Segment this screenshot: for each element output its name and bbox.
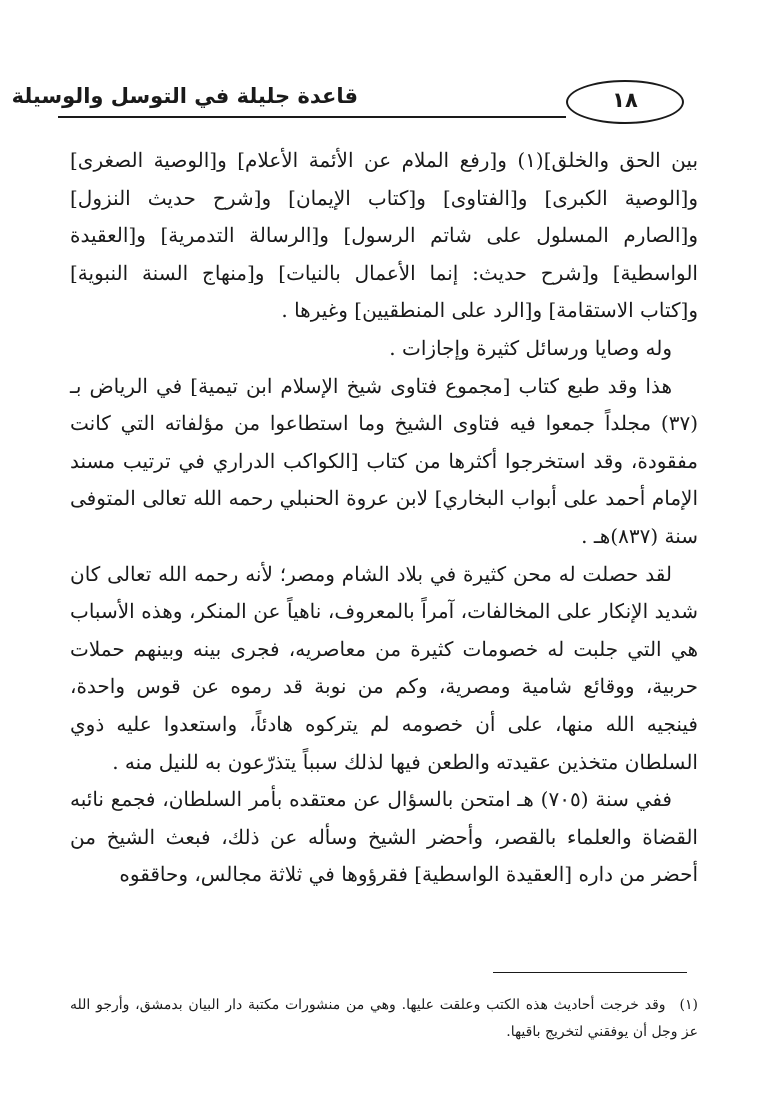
header-rule <box>58 116 566 118</box>
footnote-separator <box>493 972 687 973</box>
footnote-text: وقد خرجت أحاديث هذه الكتب وعلقت عليها. وهي من منشورات مكتبة دار البيان بدمشق، وأرجو الله عز وجل أن يوفقني لتخريج باقيها. <box>70 997 698 1040</box>
paragraph: لقد حصلت له محن كثيرة في بلاد الشام ومصر؛ لأنه رحمه الله تعالى كان شديد الإنكار على المخالفات، آمراً بالمعروف، ناهياً عن المنكر، وهذه الأسباب هي التي جلبت له خصومات كثيرة من معاصريه، فجرى بينه وبينهم حملات حربية، ووقائع شامية ومصرية، وكم من نوبة قد رموه عن قوس واحدة، فينجيه الله منها، على أن خصومه لم يتركوه هادئاً، واستعدوا عليه ذوي السلطان متخذين عقيدته والطعن فيها لذلك سبباً يتذرّعون به للنيل منه . <box>70 561 698 774</box>
page-header <box>11 78 688 126</box>
running-title: قاعدة جليلة في التوسل والوسيلة <box>11 84 358 108</box>
main-text <box>70 142 698 894</box>
paragraph: هذا وقد طبع كتاب [مجموع فتاوى شيخ الإسلام ابن تيمية] في الرياض بـ (٣٧) مجلداً جمعوا فيه فتاوى الشيخ وما استطاعوا من مؤلفاته التي كانت مفقودة، وقد استخرجوا أكثرها من كتاب [الكواكب الدراري في ترتيب مسند الإمام أحمد على أبواب البخاري] لابن عروة الحنبلي رحمه الله تعالى المتوفى سنة (٨٣٧)هـ . <box>70 373 698 548</box>
footnote <box>70 992 698 1046</box>
paragraph: ففي سنة (٧٠٥) هـ امتحن بالسؤال عن معتقده بأمر السلطان، فجمع نائبه القضاة والعلماء بالقصر، وأحضر الشيخ وسأله عن ذلك، فبعث الشيخ من أحضر من داره [العقيدة الواسطية] فقرؤوها في ثلاثة مجالس، وحاققوه <box>70 787 698 887</box>
paragraph: وله وصايا ورسائل كثيرة وإجازات . <box>389 335 672 360</box>
page-number-oval <box>566 80 684 124</box>
footnote-mark: (١) <box>679 997 698 1013</box>
page-number: ١٨ <box>612 88 638 112</box>
paragraph: بين الحق والخلق](١) و[رفع الملام عن الأئمة الأعلام] و[الوصية الصغرى] و[الوصية الكبرى] و[الفتاوى] و[كتاب الإيمان] و[شرح حديث النزول] و[الصارم المسلول على شاتم الرسول] و[الرسالة التدمرية] و[العقيدة الواسطية] و[شرح حديث: إنما الأعمال بالنيات] و[منهاج السنة النبوية] و[كتاب الاستقامة] و[الرد على المنطقيين] وغيرها . <box>70 148 699 323</box>
